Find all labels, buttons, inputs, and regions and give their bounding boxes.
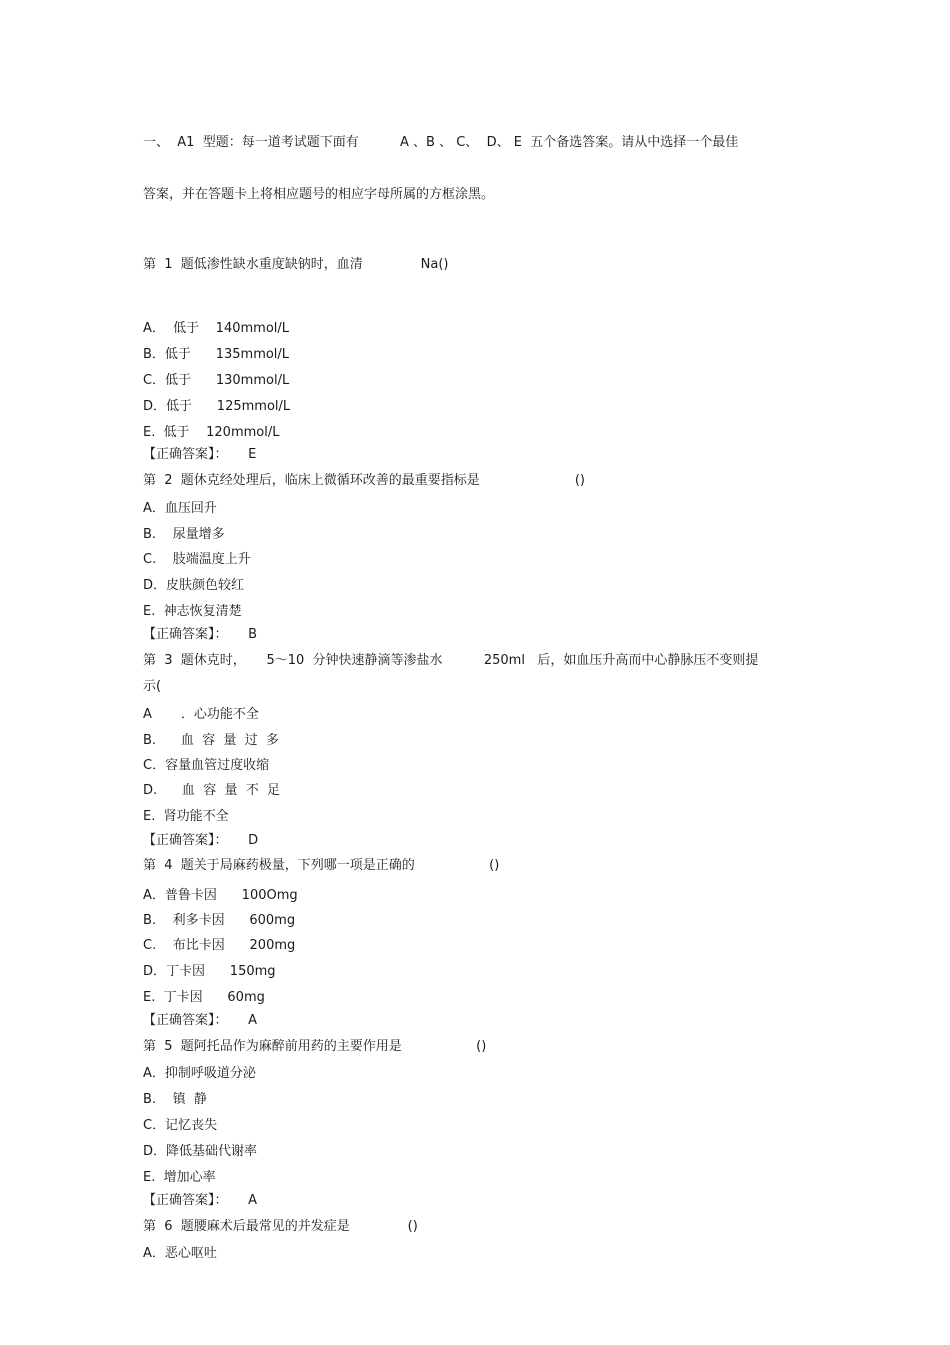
question-1-option-d: D．低于 125mmol/L [143, 399, 291, 414]
question-2-option-e: E. 神志恢复清楚 [143, 604, 242, 619]
question-5-answer: 【正确答案】： A [143, 1193, 258, 1208]
question-5-option-b: B. 镇 静 [143, 1092, 207, 1107]
question-4-stem: 第 4 题关于局麻药极量，下列哪一项是正确的 () [143, 858, 500, 873]
question-1-option-c: C．低于 130mmol/L [143, 373, 290, 388]
question-4-answer: 【正确答案】： A [143, 1013, 258, 1028]
question-4-option-c: C. 布比卡因 200mg [143, 938, 296, 953]
question-2-answer: 【正确答案】： B [143, 627, 258, 642]
question-2-stem: 第 2 题休克经处理后，临床上微循环改善的最重要指标是 () [143, 473, 585, 488]
question-5-option-d: D．降低基础代谢率 [143, 1144, 258, 1159]
question-4-option-e: E. 丁卡因 60mg [143, 990, 265, 1005]
question-2-option-a: A．血压回升 [143, 501, 217, 516]
question-1-option-a: A． 低于 140mmol/L [143, 321, 290, 336]
question-5-option-e: E. 增加心率 [143, 1170, 216, 1185]
question-3-option-b: B. 血 容 量 过 多 [143, 733, 279, 748]
question-3-stem-continued: 示( [143, 679, 162, 694]
question-3-option-e: E. 肾功能不全 [143, 809, 229, 824]
question-3-option-a: A ．心功能不全 [143, 707, 259, 722]
question-2-option-d: D．皮肤颜色较红 [143, 578, 245, 593]
question-6-stem: 第 6 题腰麻术后最常见的并发症是 () [143, 1219, 418, 1234]
question-1-stem: 第 1 题低渗性缺水重度缺钠时，血清 Na() [143, 257, 449, 272]
question-1-option-e: E. 低于 120mmol/L [143, 425, 280, 440]
question-3-option-d: D. 血 容 量 不 足 [143, 783, 280, 798]
question-5-option-c: C．记忆丧失 [143, 1118, 218, 1133]
question-2-option-c: C. 肢端温度上升 [143, 552, 251, 567]
question-4-option-b: B. 利多卡因 600mg [143, 913, 296, 928]
question-5-stem: 第 5 题阿托品作为麻醉前用药的主要作用是 () [143, 1039, 487, 1054]
question-1-answer: 【正确答案】： E [143, 447, 257, 462]
question-2-option-b: B. 尿量增多 [143, 527, 225, 542]
question-1-option-b: B．低于 135mmol/L [143, 347, 290, 362]
question-3-stem: 第 3 题休克时， 5～10 分钟快速静滴等渗盐水 250ml 后，如血压升高而中心静脉压不变则提 [143, 653, 759, 668]
question-3-option-c: C．容量血管过度收缩 [143, 758, 270, 773]
question-4-option-a: A．普鲁卡因 100Omg [143, 888, 298, 903]
instructions-line-2: 答案，并在答题卡上将相应题号的相应字母所属的方框涂黑。 [143, 187, 495, 202]
question-5-option-a: A．抑制呼吸道分泌 [143, 1066, 256, 1081]
question-4-option-d: D．丁卡因 150mg [143, 964, 276, 979]
question-3-answer: 【正确答案】： D [143, 833, 259, 848]
question-6-option-a: A．恶心呕吐 [143, 1246, 217, 1261]
instructions-line-1: 一、 A1 型题：每一道考试题下面有 A 、B 、 C、 D、 E 五个备选答案。请从中选择一个最佳 [143, 135, 739, 150]
